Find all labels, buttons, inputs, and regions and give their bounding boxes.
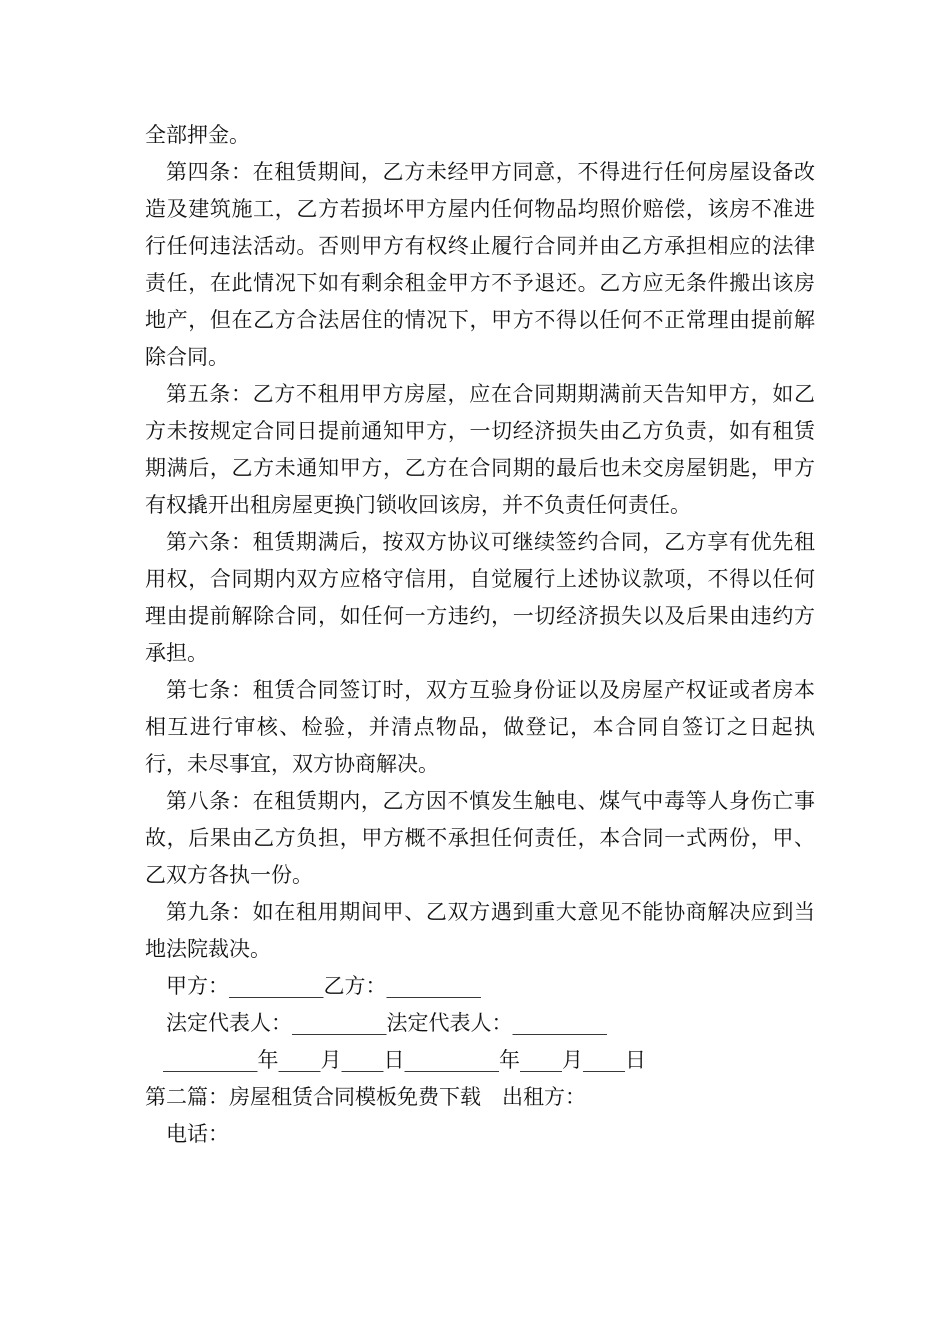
signature-parties-line: 甲方：_________乙方：_________ xyxy=(166,974,481,998)
document-body xyxy=(145,117,815,1153)
paragraph-article-6: 第六条：租赁期满后，按双方协议可继续签约合同，乙方享有优先租用权，合同期内双方应格守信用，自觉履行上述协议款项，不得以任何理由提前解除合同，如任何一方违约，一切经济损失以及后果由违约方承担。 xyxy=(145,530,815,665)
paragraph-article-5: 第五条：乙方不租用甲方房屋，应在合同期期满前天告知甲方，如乙方未按规定合同日提前通知甲方，一切经济损失由乙方负责，如有租赁期满后，乙方未通知甲方，乙方在合同期的最后也未交房屋钥匙，甲方有权撬开出租房屋更换门锁收回该房，并不负责任何责任。 xyxy=(145,382,815,517)
signature-representatives-line: 法定代表人：_________法定代表人：_________ xyxy=(166,1011,607,1035)
phone-label: 电话： xyxy=(166,1122,229,1146)
paragraph-article-4: 第四条：在租赁期间，乙方未经甲方同意，不得进行任何房屋设备改造及建筑施工，乙方若损坏甲方屋内任何物品均照价赔偿，该房不准进行任何违法活动。否则甲方有权终止履行合同并由乙方承担相应的法律责任，在此情况下如有剩余租金甲方不予退还。乙方应无条件搬出该房地产，但在乙方合法居住的情况下，甲方不得以任何不正常理由提前解除合同。 xyxy=(145,160,815,369)
paragraph-article-7: 第七条：租赁合同签订时，双方互验身份证以及房屋产权证或者房本相互进行审核、检验，并清点物品，做登记，本合同自签订之日起执行，未尽事宜，双方协商解决。 xyxy=(145,678,815,776)
paragraph-article-9: 第九条：如在租用期间甲、乙双方遇到重大意见不能协商解决应到当地法院裁决。 xyxy=(145,900,815,961)
paragraph-deposit-end: 全部押金。 xyxy=(145,123,250,147)
signature-date-line: _________年____月____日_________年____月____日 xyxy=(163,1048,646,1072)
second-section-heading: 第二篇：房屋租赁合同模板免费下载 出租方： xyxy=(145,1085,586,1109)
paragraph-article-8: 第八条：在租赁期内，乙方因不慎发生触电、煤气中毒等人身伤亡事故，后果由乙方负担，甲方概不承担任何责任，本合同一式两份，甲、乙双方各执一份。 xyxy=(145,789,815,887)
